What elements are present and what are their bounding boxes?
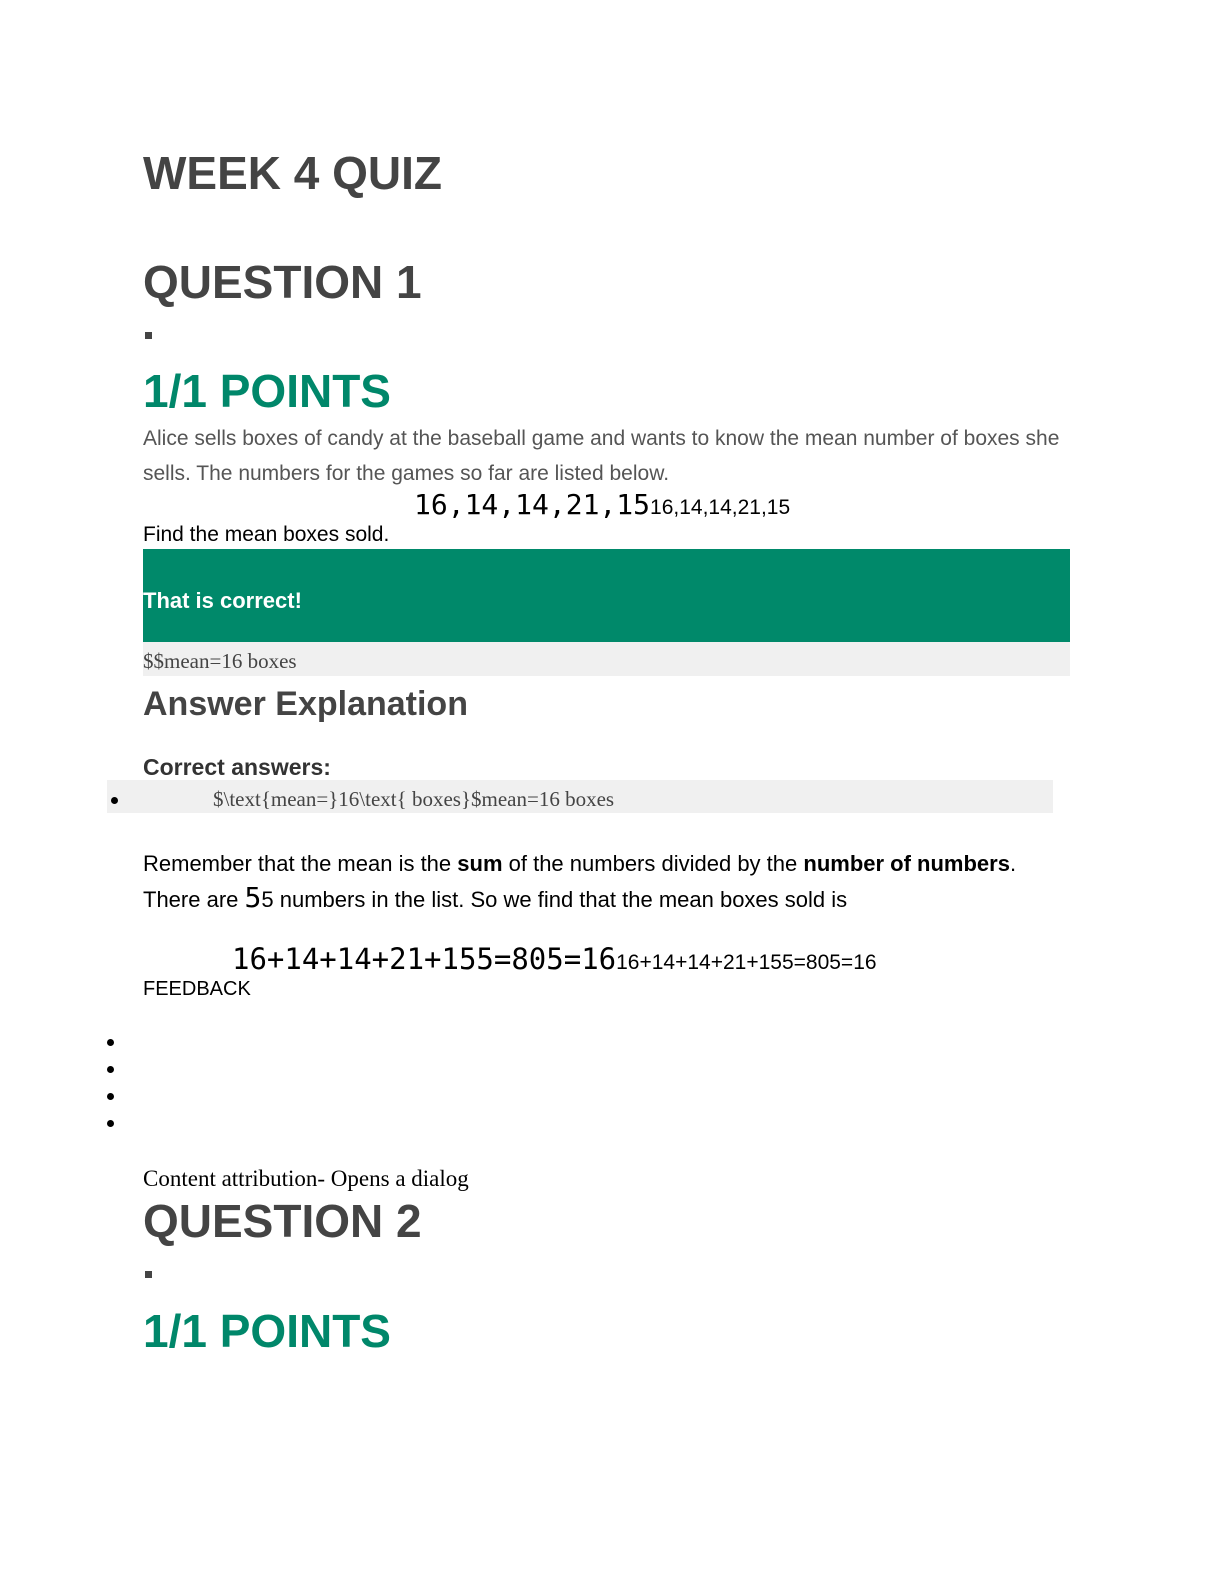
explanation-text-1: Remember that the mean is the bbox=[143, 851, 458, 876]
formula-math: 16+14+14+21+155=805=16 bbox=[232, 942, 617, 976]
question-2-points: 1/1 POINTS bbox=[143, 1305, 391, 1357]
numbers-plain: 16,14,14,21,15 bbox=[650, 496, 791, 519]
feedback-label: FEEDBACK bbox=[143, 978, 251, 1000]
list-bullet bbox=[111, 797, 118, 804]
answer-explanation-heading: Answer Explanation bbox=[143, 685, 468, 723]
numbers-math: 16,14,14,21,15 bbox=[414, 488, 651, 521]
content-attribution-link[interactable]: Content attribution- Opens a dialog bbox=[143, 1166, 469, 1191]
formula-plain: 16+14+14+21+155=805=16 bbox=[616, 951, 877, 974]
empty-list-bullet bbox=[107, 1066, 114, 1073]
explanation-count-plain: 5 bbox=[261, 887, 274, 912]
correct-feedback-text: That is correct! bbox=[143, 588, 302, 613]
empty-list-bullet bbox=[107, 1093, 114, 1100]
correct-answer-list-item bbox=[107, 780, 1053, 813]
question-2-title: QUESTION 2 bbox=[143, 1195, 422, 1247]
submitted-answer-row bbox=[143, 642, 1070, 676]
correct-feedback-banner bbox=[143, 549, 1070, 642]
question-2-separator-dot bbox=[145, 1271, 152, 1278]
question-1-prompt: Find the mean boxes sold. bbox=[143, 523, 390, 546]
explanation-bold-count: number of numbers bbox=[803, 851, 1010, 876]
empty-list-bullet bbox=[107, 1039, 114, 1046]
explanation-bold-sum: sum bbox=[457, 851, 503, 876]
explanation-text-3: . There are bbox=[143, 851, 1017, 912]
explanation-count-math: 5 bbox=[244, 881, 262, 914]
question-1-separator-dot bbox=[145, 332, 152, 339]
question-1-intro: Alice sells boxes of candy at the baseball game and wants to know the mean number of boxes she sells. The numbers for the games so far are listed below. bbox=[143, 427, 1060, 485]
explanation-paragraph bbox=[143, 847, 1043, 917]
mean-formula bbox=[232, 942, 877, 976]
correct-answers-label: Correct answers: bbox=[143, 754, 331, 780]
question-1-title: QUESTION 1 bbox=[143, 256, 422, 308]
question-1-numbers bbox=[414, 488, 790, 521]
explanation-text-4: numbers in the list. So we find that the mean boxes sold is bbox=[273, 887, 848, 912]
empty-list-bullet bbox=[107, 1120, 114, 1127]
question-1-points: 1/1 POINTS bbox=[143, 365, 391, 417]
correct-answer-text: $\text{mean=}16\text{ boxes}$mean=16 boxes bbox=[213, 787, 615, 811]
quiz-title: WEEK 4 QUIZ bbox=[143, 147, 443, 199]
explanation-text-2: of the numbers divided by the bbox=[502, 851, 804, 876]
submitted-answer: $$mean=16 boxes bbox=[143, 649, 297, 673]
